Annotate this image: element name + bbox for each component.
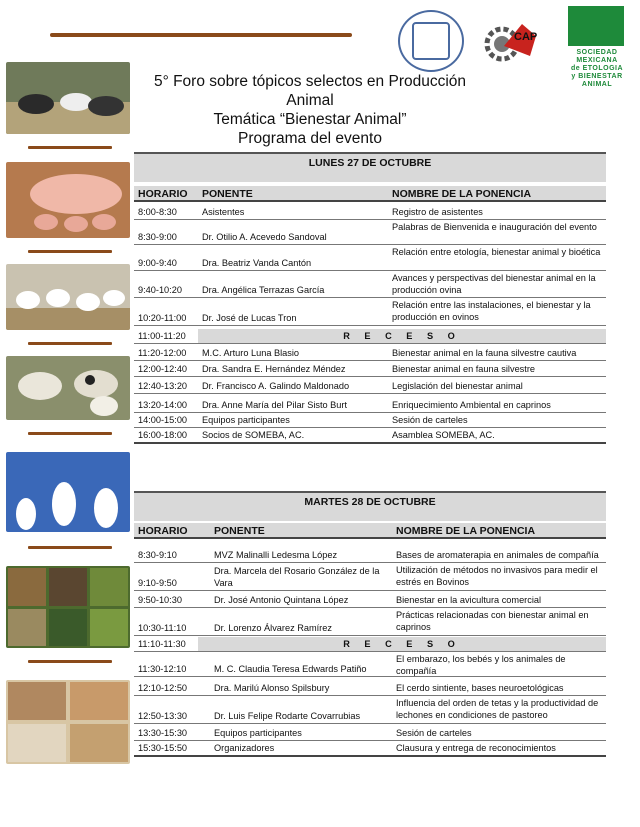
pigs-photo [6,162,130,238]
cap-logo-text: CAP [514,31,538,43]
session-time: 12:00-12:40 [138,364,188,374]
session-time: 16:00-18:00 [138,430,188,440]
speaker-name: Asistentes [202,207,245,217]
break-row [134,329,606,344]
session-time: 9:10-9:50 [138,578,177,588]
speaker-name: Dra. Angélica Terrazas García [202,285,325,295]
break-time: 11:00-11:20 [138,331,186,341]
talk-title: Prácticas relacionadas con bienestar animal en caprinos [396,610,589,632]
day1-title-bar [134,152,606,182]
break-label: R E C E S O [198,329,606,343]
photo-divider [28,342,112,345]
pets-photo [6,680,130,764]
schedule-row [134,245,606,271]
schedule-row [134,741,606,757]
schedule-row [134,591,606,608]
session-time: 14:00-15:00 [138,415,188,425]
speaker-name: Socios de SOMEBA, AC. [202,430,305,440]
talk-title: Avances y perspectivas del bienestar animal en la producción ovina [392,273,596,295]
schedule-row [134,344,606,361]
schedule-row [134,394,606,413]
talk-title: Relación entre las instalaciones, el bienestar y la producción en ovinos [392,300,591,322]
top-divider [50,33,352,37]
col-horario: HORARIO [138,188,188,200]
schedule-row [134,724,606,741]
talk-title: Registro de asistentes [392,207,483,217]
talk-title: El embarazo, los bebés y los animales de compañía [396,654,566,676]
schedule-row [134,677,606,696]
session-time: 9:40-10:20 [138,285,182,295]
schedule-row [134,428,606,444]
speaker-name: Dr. Lorenzo Álvarez Ramírez [214,623,332,633]
schedule-row [134,652,606,677]
speaker-name: Dra. Beatriz Vanda Cantón [202,258,312,268]
event-subtitle: Programa del evento [238,130,382,147]
schedule-row [134,361,606,377]
talk-title: Influencia del orden de tetas y la productividad de lechones en condiciones de pastoreo [396,698,599,720]
talk-title: Clausura y entrega de reconocimientos [396,743,556,753]
day1-table-header [134,186,606,202]
someba-logo [562,6,632,98]
session-time: 9:00-9:40 [138,258,177,268]
talk-title: Palabras de Bienvenida e inauguración del evento [392,222,597,232]
talk-title: Relación entre etología, bienestar animal y bioética [392,247,601,257]
speaker-name: Dr. José de Lucas Tron [202,313,297,323]
talk-title: Utilización de métodos no invasivos para medir el estrés en Bovinos [396,565,598,587]
event-title: 5° Foro sobre tópicos selectos en Producción Animal [153,73,467,109]
talk-title: Bienestar animal en la fauna silvestre cautiva [392,348,577,358]
day2-title-bar [134,491,606,521]
session-time: 9:50-10:30 [138,595,182,605]
session-time: 15:30-15:50 [138,743,188,753]
speaker-name: Dra. Marcela del Rosario González de la Vara [214,566,380,588]
session-time: 11:20-12:00 [138,348,187,358]
schedule-row [134,608,606,636]
schedule-row [134,541,606,563]
talk-title: Bases de aromaterapia en animales de compañía [396,550,599,560]
col-ponente: PONENTE [214,525,265,537]
goats-photo [6,452,130,532]
talk-title: Bienestar animal en fauna silvestre [392,364,535,374]
talk-title: Asamblea SOMEBA, AC. [392,430,495,440]
speaker-name: Dr. Luis Felipe Rodarte Covarrubias [214,711,361,721]
col-horario: HORARIO [138,525,188,537]
talk-title: Bienestar en la avicultura comercial [396,595,542,605]
session-time: 10:20-11:00 [138,313,187,323]
schedule-row [134,271,606,298]
talk-title: El cerdo sintiente, bases neuroetológicas [396,683,564,693]
col-ponencia: NOMBRE DE LA PONENCIA [392,188,532,200]
talk-title: Legislación del bienestar animal [392,381,523,391]
session-time: 8:30-9:10 [138,550,177,560]
session-time: 11:30-12:10 [138,664,187,674]
logo-line: ANIMAL [581,81,613,88]
logo-line: MEXICANA [576,57,618,64]
schedule-row [134,205,606,220]
event-theme: Temática “Bienestar Animal” [213,111,407,128]
session-time: 8:00-8:30 [138,207,177,217]
break-label: R E C E S O [198,637,606,651]
speaker-name: Dra. Marilú Alonso Spilsbury [214,683,330,693]
schedule-row [134,220,606,245]
talk-title: Enriquecimiento Ambiental en caprinos [392,400,551,410]
photo-divider [28,432,112,435]
photo-divider [28,250,112,253]
speaker-name: M. C. Claudia Teresa Edwards Patiño [214,664,367,674]
event-title-block [140,72,480,148]
speaker-name: Dr. Otilio A. Acevedo Sandoval [202,232,327,242]
day2-title: MARTES 28 DE OCTUBRE [304,496,436,508]
photo-divider [28,546,112,549]
break-time: 11:10-11:30 [138,639,186,649]
speaker-name: Equipos participantes [202,415,290,425]
logo-line: SOCIEDAD [576,49,618,56]
session-time: 10:30-11:10 [138,623,187,633]
logo-line: de ETOLOGIA [570,65,624,72]
session-time: 12:50-13:30 [138,711,188,721]
schedule-row [134,377,606,394]
sheep-photo [6,356,130,420]
cap-gear-logo [482,16,540,66]
photo-divider [28,146,112,149]
session-time: 12:40-13:20 [138,381,188,391]
session-time: 8:30-9:00 [138,232,177,242]
col-ponencia: NOMBRE DE LA PONENCIA [396,525,536,537]
session-time: 13:20-14:00 [138,400,188,410]
day2-table-header [134,523,606,539]
day1-title: LUNES 27 DE OCTUBRE [308,157,432,169]
speaker-name: Equipos participantes [214,728,302,738]
university-seal-logo [398,10,464,72]
col-ponente: PONENTE [202,188,253,200]
wildlife-photo [6,566,130,648]
speaker-name: Dr. Francisco A. Galindo Maldonado [202,381,350,391]
break-row [134,637,606,652]
talk-title: Sesión de carteles [396,728,472,738]
speaker-name: MVZ Malinalli Ledesma López [214,550,338,560]
photo-divider [28,660,112,663]
session-time: 12:10-12:50 [138,683,188,693]
schedule-row [134,298,606,326]
talk-title: Sesión de carteles [392,415,468,425]
schedule-row [134,563,606,591]
session-time: 13:30-15:30 [138,728,188,738]
speaker-name: Dra. Sandra E. Hernández Méndez [202,364,346,374]
schedule-row [134,696,606,724]
speaker-name: Dra. Anne María del Pilar Sisto Burt [202,400,348,410]
logo-line: y BIENESTAR [571,73,623,80]
schedule-row [134,413,606,428]
cows-photo [6,62,130,134]
speaker-name: Dr. José Antonio Quintana López [214,595,349,605]
speaker-name: M.C. Arturo Luna Blasio [202,348,300,358]
speaker-name: Organizadores [214,743,275,753]
chickens-photo [6,264,130,330]
